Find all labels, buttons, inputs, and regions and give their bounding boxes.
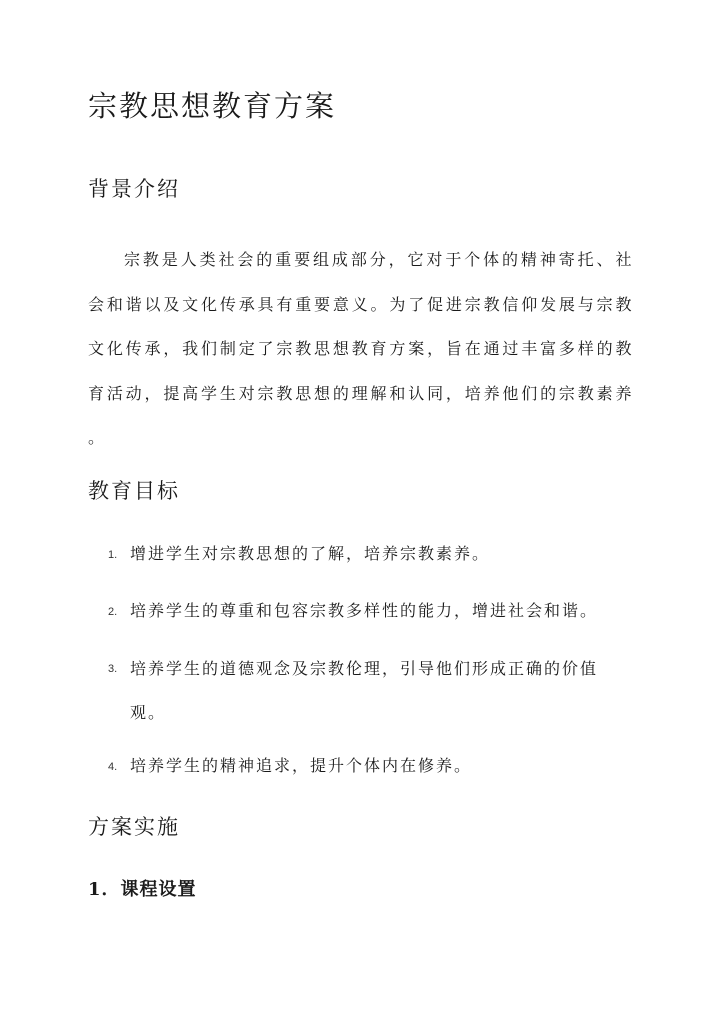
section-heading-implementation: 方案实施 — [88, 815, 180, 839]
list-item-text — [130, 654, 628, 728]
list-item-text: 增进学生对宗教思想的了解，培养宗教素养。 — [130, 544, 491, 563]
list-item-number: 2. — [108, 606, 118, 618]
list-item-text: 培养学生的尊重和包容宗教多样性的能力，增进社会和谐。 — [130, 601, 599, 620]
document-title: 宗教思想教育方案 — [88, 89, 337, 123]
list-item-text: 培养学生的精神追求，提升个体内在修养。 — [130, 756, 473, 775]
section-heading-goals: 教育目标 — [88, 479, 180, 503]
subsection-heading-course-setup: 1．课程设置 — [88, 879, 197, 900]
goals-list — [88, 540, 628, 799]
list-item — [88, 654, 628, 728]
list-item-number: 3. — [108, 663, 118, 675]
section-heading-background: 背景介绍 — [88, 177, 180, 201]
list-item — [88, 597, 628, 626]
list-item-text-line: 观。 — [130, 703, 167, 722]
list-item-number: 4. — [108, 761, 118, 773]
background-paragraph: 宗教是人类社会的重要组成部分，它对于个体的精神寄托、社会和谐以及文化传承具有重要意义。为了促进宗教信仰发展与宗教文化传承，我们制定了宗教思想教育方案，旨在通过丰富多样的教育活动，提高学生对宗教思想的理解和认同，培养他们的宗教素养。 — [88, 250, 634, 447]
list-item-text-line: 培养学生的道德观念及宗教伦理，引导他们形成正确的价值 — [130, 659, 599, 678]
list-item — [88, 540, 628, 569]
list-item-number: 1. — [108, 549, 118, 561]
list-item — [88, 752, 628, 781]
